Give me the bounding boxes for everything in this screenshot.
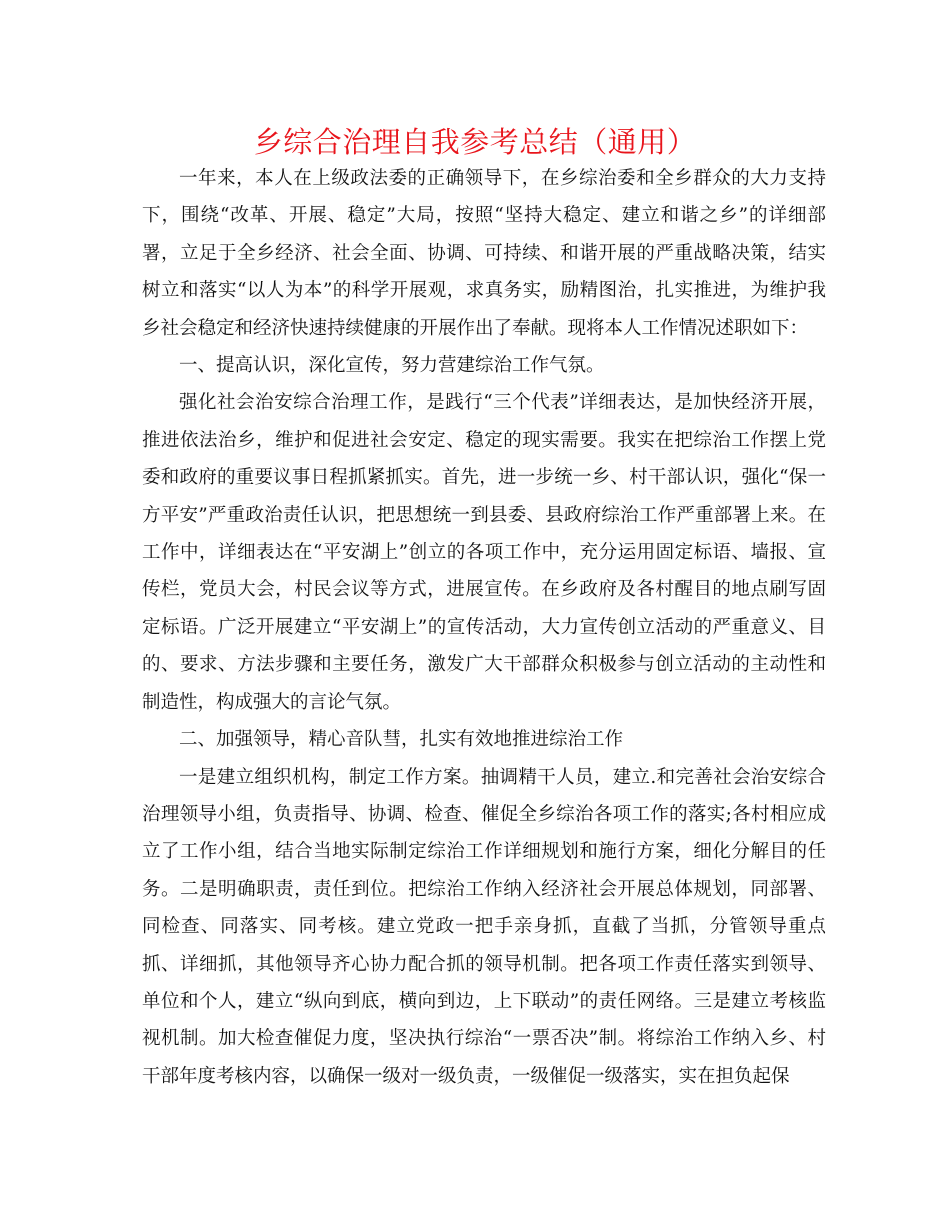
section-heading-2: 二、加强领导，精心音队彗，扎实有效地推进综治工作 [179, 729, 624, 751]
document-body [142, 160, 826, 1095]
section-heading-1: 一、提高认识，深化宣传，努力营建综治工作气氛。 [179, 355, 605, 377]
paragraph-intro: 一年来，本人在上级政法委的正确领导下，在乡综治委和全乡群众的大力支持下，围绕“改革、开展、稳定”大局，按照“坚持大稳定、建立和谐之乡”的详细部署，立足于全乡经济、社会全面、协调、可持续、和谐开展的严重战略决策，结实树立和落实“以人为本”的科学开展观，求真务实，励精图治，扎实推进，为维护我乡社会稳定和经济快速持续健康的开展作出了奉献。现将本人工作情况述职如下： [142, 168, 826, 339]
paragraph-section-1: 强化社会治安综合治理工作，是践行“三个代表”详细表达，是加快经济开展，推进依法治乡，维护和促进社会安定、稳定的现实需要。我实在把综治工作摆上党委和政府的重要议事日程抓紧抓实。首先，进一步统一乡、村干部认识，强化“保一方平安”严重政治责任认识，把思想统一到县委、县政府综治工作严重部署上来。在工作中，详细表达在“平安湖上”创立的各项工作中，充分运用固定标语、墙报、宣传栏，党员大会，村民会议等方式，进展宣传。在乡政府及各村醒目的地点刷写固定标语。广泛开展建立“平安湖上”的宣传活动，大力宣传创立活动的严重意义、目的、要求、方法步骤和主要任务，激发广大干部群众积极参与创立活动的主动性和制造性，构成强大的言论气氛。 [142, 392, 826, 713]
paragraph-section-2: 一是建立组织机构，制定工作方案。抽调精干人员，建立.和完善社会治安综合治理领导小组，负责指导、协调、检查、催促全乡综治各项工作的落实;各村相应成立了工作小组，结合当地实际制定综治工作详细规划和施行方案，细化分解目的任务。二是明确职责，责任到位。把综治工作纳入经济社会开展总体规划，同部署、同检查、同落实、同考核。建立党政一把手亲身抓，直截了当抓，分管领导重点抓、详细抓，其他领导齐心协力配合抓的领导机制。把各项工作责任落实到领导、单位和个人，建立“纵向到底，横向到边，上下联动”的责任网络。三是建立考核监视机制。加大检查催促力度，坚决执行综治“一票否决”制。将综治工作纳入乡、村干部年度考核内容，以确保一级对一级负责，一级催促一级落实，实在担负起保 [142, 766, 826, 1087]
document-title: 乡综合治理自我参考总结（通用） [253, 125, 697, 159]
